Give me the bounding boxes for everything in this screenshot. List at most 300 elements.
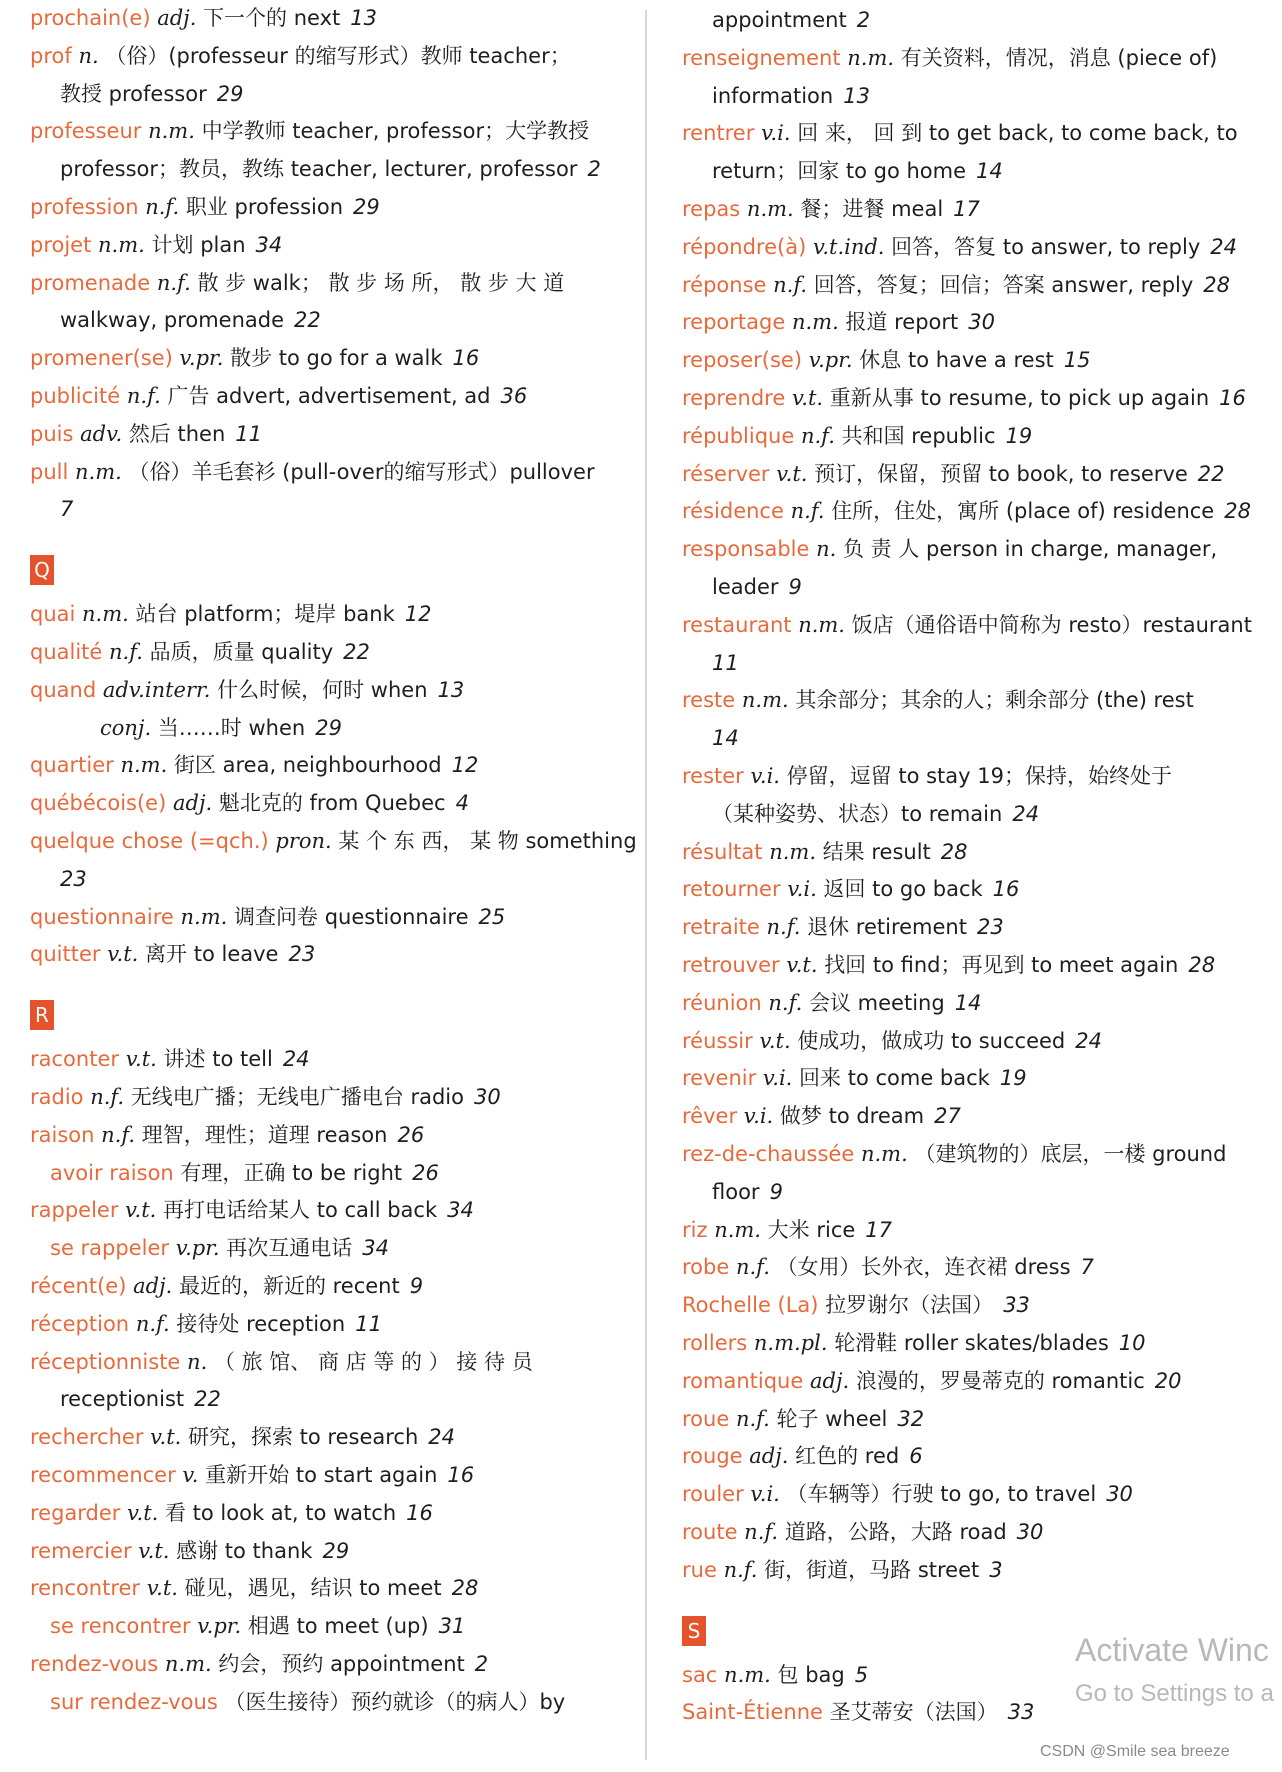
entry-page-number: 9: [409, 1274, 424, 1298]
dictionary-entry: [682, 875, 1019, 903]
entry-headword: reste: [682, 688, 736, 713]
dictionary-entry: [682, 838, 968, 866]
entry-definition: 重新开始 to start again: [205, 1463, 438, 1487]
entry-page-number: 28: [1224, 499, 1251, 524]
entry-definition: 圣艾蒂安（法国）: [829, 1700, 998, 1725]
entry-page-number: 11: [235, 421, 262, 446]
dictionary-entry: [30, 1045, 310, 1073]
entry-part-of-speech: n.f.: [773, 272, 808, 297]
entry-headword: prochain(e): [30, 6, 151, 30]
entry-continuation: [60, 80, 243, 108]
entry-page-number: 28: [451, 1576, 479, 1601]
entry-page-number: 24: [282, 1047, 310, 1072]
entry-continuation: [712, 157, 1003, 185]
entry-definition: 回 来， 回 到 to get back, to come back, to: [797, 121, 1238, 146]
entry-page-number: 34: [447, 1198, 474, 1223]
entry-part-of-speech: n.f.: [90, 1085, 125, 1109]
entry-continuation: [60, 155, 601, 183]
entry-part-of-speech: v.t.: [791, 386, 824, 410]
entry-headword: reprendre: [682, 386, 786, 410]
entry-part-of-speech: n.f.: [135, 1311, 170, 1336]
entry-definition: （女用）长外衣，连衣裙 dress: [776, 1255, 1071, 1280]
dictionary-entry: [30, 420, 262, 448]
entry-headword: rollers: [682, 1331, 748, 1355]
entry-page-number: 16: [452, 346, 480, 371]
entry-page-number: 14: [712, 726, 739, 751]
dictionary-entry: [682, 1661, 868, 1689]
entry-continuation: [60, 495, 73, 523]
entry-page-number: 29: [315, 715, 342, 740]
subentry-definition: 相遇 to meet (up): [247, 1614, 429, 1639]
dictionary-entry: [682, 913, 1004, 941]
entry-headword: quartier: [30, 753, 114, 778]
subentry-part-of-speech: conj.: [100, 715, 152, 740]
dictionary-entry: [682, 1518, 1043, 1546]
entry-headword: répondre(à): [682, 234, 807, 259]
dictionary-subentry: [100, 714, 342, 742]
entry-part-of-speech: n.f.: [766, 915, 801, 940]
dictionary-entry: [682, 271, 1230, 299]
entry-definition: 感谢 to thank: [176, 1538, 313, 1563]
entry-definition: 无线电广播；无线电广播电台 radio: [130, 1085, 464, 1109]
entry-part-of-speech: v.t.: [776, 461, 808, 486]
entry-part-of-speech: n.m.: [847, 45, 895, 70]
entry-page-number: 24: [1012, 801, 1040, 826]
dictionary-entry: [30, 4, 377, 32]
entry-definition: 回答，答复 to answer, to reply: [891, 234, 1201, 259]
dictionary-entry: [682, 119, 1238, 147]
entry-headword: remercier: [30, 1538, 132, 1563]
entry-page-number: 24: [1210, 234, 1237, 259]
entry-part-of-speech: adj.: [809, 1368, 850, 1393]
entry-part-of-speech: adj.: [172, 791, 213, 816]
dictionary-entry: [682, 1329, 1146, 1357]
entry-definition: 最近的，新近的 recent: [178, 1274, 400, 1298]
entry-part-of-speech: n.m.: [860, 1142, 908, 1166]
entry-definition: 负 责 人 person in charge, manager,: [843, 537, 1218, 562]
entry-definition: 约会，预约 appointment: [218, 1652, 465, 1676]
entry-continuation: [712, 82, 870, 110]
entry-continuation: [60, 865, 87, 893]
entry-part-of-speech: n.f.: [101, 1122, 136, 1147]
activation-watermark-subtitle: Go to Settings to a: [1075, 1680, 1274, 1707]
dictionary-entry: [682, 535, 1217, 563]
dictionary-entry: [682, 308, 995, 336]
subentry-definition: 当……时 when: [157, 715, 306, 740]
continuation-text: appointment: [712, 8, 847, 32]
entry-part-of-speech: v.t.: [107, 942, 139, 967]
entry-headword: réserver: [682, 461, 770, 486]
section-letter-s: S: [682, 1616, 706, 1646]
entry-page-number: 13: [843, 83, 870, 108]
entry-definition: （俗）(professeur 的缩写形式）教师 teacher；: [105, 43, 571, 68]
dictionary-entry: [30, 1348, 533, 1376]
entry-page-number: 19: [1005, 423, 1033, 448]
entry-page-number: 13: [350, 6, 377, 30]
entry-definition: 品质，质量 quality: [149, 640, 334, 664]
entry-headword: repas: [682, 197, 741, 221]
continuation-text: leader: [712, 575, 779, 599]
entry-page-number: 30: [474, 1085, 501, 1109]
entry-part-of-speech: v.pr.: [808, 348, 853, 373]
entry-headword: projet: [30, 232, 92, 257]
entry-part-of-speech: v.i.: [787, 877, 817, 902]
dictionary-entry: [682, 1140, 1226, 1168]
entry-part-of-speech: n.m.pl.: [753, 1331, 828, 1355]
entry-part-of-speech: v.: [182, 1463, 199, 1487]
entry-headword: prof: [30, 43, 72, 68]
dictionary-entry: [682, 1027, 1102, 1055]
entry-headword: rencontrer: [30, 1576, 141, 1601]
entry-page-number: 10: [1118, 1331, 1146, 1355]
entry-definition: 饭店（通俗语中简称为 resto）restaurant: [851, 612, 1252, 637]
subentry-part-of-speech: v.pr.: [175, 1236, 220, 1261]
entry-page-number: 34: [362, 1236, 390, 1261]
entry-headword: recommencer: [30, 1463, 176, 1487]
dictionary-entry: [30, 789, 469, 817]
entry-headword: riz: [682, 1217, 708, 1242]
entry-page-number: 27: [934, 1104, 961, 1129]
entry-part-of-speech: v.t.: [125, 1047, 157, 1072]
dictionary-entry: [682, 384, 1246, 412]
entry-part-of-speech: v.i.: [750, 764, 780, 788]
entry-page-number: 30: [1016, 1520, 1044, 1544]
dictionary-entry: [682, 1698, 1034, 1726]
entry-page-number: 26: [412, 1160, 439, 1185]
entry-part-of-speech: n.m.: [75, 459, 122, 484]
subentry-definition: （医生接待）预约就诊（的病人）by: [224, 1689, 566, 1714]
entry-headword: sac: [682, 1662, 718, 1687]
entry-part-of-speech: n.: [816, 537, 837, 562]
entry-headword: québécois(e): [30, 791, 167, 816]
dictionary-entry: [30, 827, 637, 855]
entry-headword: promener(se): [30, 346, 173, 371]
entry-headword: questionnaire: [30, 904, 174, 929]
entry-headword: Rochelle (La): [682, 1293, 819, 1318]
entry-part-of-speech: n.m.: [741, 688, 789, 713]
entry-definition: 返回 to go back: [823, 877, 983, 902]
dictionary-entry: [682, 1556, 1003, 1584]
entry-definition: 中学教师 teacher, professor；大学教授: [201, 119, 590, 144]
entry-headword: récent(e): [30, 1274, 127, 1298]
entry-headword: promenade: [30, 270, 151, 295]
entry-part-of-speech: n.m.: [98, 232, 145, 257]
activation-watermark-title: Activate Winc: [1075, 1632, 1269, 1668]
entry-continuation: [60, 1385, 221, 1413]
entry-part-of-speech: n.f.: [744, 1520, 779, 1544]
dictionary-entry: [682, 1291, 1030, 1319]
entry-page-number: 29: [216, 81, 244, 106]
entry-page-number: 30: [1106, 1482, 1133, 1507]
entry-page-number: 24: [428, 1425, 456, 1450]
entry-part-of-speech: v.t.: [786, 953, 818, 977]
entry-definition: 研究，探索 to research: [188, 1425, 419, 1450]
entry-part-of-speech: adj.: [133, 1274, 173, 1298]
entry-part-of-speech: n.: [78, 43, 99, 68]
entry-page-number: 9: [788, 575, 802, 599]
entry-headword: radio: [30, 1085, 84, 1109]
entry-page-number: 16: [447, 1463, 475, 1487]
continuation-text: receptionist: [60, 1387, 185, 1412]
dictionary-entry: [682, 1480, 1133, 1508]
entry-page-number: 29: [353, 195, 380, 219]
subentry-part-of-speech: v.pr.: [197, 1614, 242, 1639]
entry-page-number: 14: [976, 159, 1003, 184]
dictionary-entry: [30, 1650, 488, 1678]
entry-page-number: 26: [397, 1122, 425, 1147]
subentry-headword: avoir raison: [50, 1160, 174, 1185]
entry-definition: 包 bag: [777, 1662, 845, 1687]
dictionary-entry: [682, 1442, 923, 1470]
entry-part-of-speech: adj.: [749, 1444, 789, 1469]
entry-page-number: 23: [60, 866, 87, 891]
dictionary-entry: [682, 1064, 1027, 1092]
entry-part-of-speech: adj.: [157, 6, 197, 30]
entry-part-of-speech: v.t.: [146, 1576, 178, 1601]
entry-part-of-speech: v.i.: [762, 1066, 793, 1091]
entry-page-number: 5: [854, 1662, 869, 1687]
entry-part-of-speech: n.f.: [790, 499, 825, 524]
entry-page-number: 7: [1080, 1255, 1094, 1280]
entry-headword: restaurant: [682, 612, 792, 637]
entry-definition: 共和国 republic: [841, 423, 996, 448]
dictionary-entry: [30, 600, 432, 628]
dictionary-entry: [30, 751, 478, 779]
dictionary-entry: [682, 346, 1090, 374]
dictionary-entry: [30, 458, 595, 486]
entry-page-number: 22: [343, 640, 370, 664]
entry-headword: reposer(se): [682, 348, 803, 373]
entry-definition: 魁北克的 from Quebec: [218, 791, 446, 816]
entry-definition: 理智，理性；道理 reason: [141, 1122, 388, 1147]
dictionary-subentry: [50, 1234, 389, 1262]
entry-part-of-speech: adv.interr.: [102, 677, 211, 702]
entry-page-number: 29: [322, 1538, 350, 1563]
entry-headword: quelque chose (=qch.): [30, 829, 269, 853]
entry-page-number: 22: [294, 308, 321, 333]
entry-definition: 轮子 wheel: [776, 1406, 888, 1431]
dictionary-entry: [30, 940, 315, 968]
entry-definition: 回答，答复；回信；答案 answer, reply: [813, 272, 1194, 297]
entry-headword: retourner: [682, 877, 781, 902]
entry-definition: 浪漫的，罗曼蒂克的 romantic: [855, 1368, 1145, 1393]
entry-part-of-speech: n.m.: [769, 839, 816, 864]
entry-page-number: 33: [1003, 1293, 1030, 1318]
entry-page-number: 22: [1197, 461, 1225, 486]
entry-definition: 找回 to find；再见到 to meet again: [824, 953, 1179, 977]
entry-definition: 使成功，做成功 to succeed: [797, 1028, 1066, 1053]
entry-page-number: 33: [1007, 1700, 1035, 1725]
entry-page-number: 28: [1203, 272, 1231, 297]
subentry-headword: sur rendez-vous: [50, 1689, 218, 1714]
entry-headword: résidence: [682, 499, 784, 524]
subentry-headword: se rappeler: [50, 1236, 170, 1261]
dictionary-entry: [30, 1310, 382, 1338]
entry-definition: （建筑物的）底层，一楼 ground: [914, 1142, 1227, 1166]
entry-headword: pull: [30, 459, 69, 484]
entry-definition: 停留，逗留 to stay 19；保持，始终处于: [786, 764, 1172, 788]
entry-definition: 拉罗谢尔（法国）: [825, 1293, 994, 1318]
entry-definition: 计划 plan: [151, 232, 246, 257]
dictionary-entry: [682, 1405, 924, 1433]
entry-page-number: 30: [968, 310, 995, 335]
entry-definition: 某 个 东 西， 某 物 something: [338, 829, 637, 853]
entry-headword: rouge: [682, 1444, 743, 1469]
dictionary-entry: [30, 231, 282, 259]
entry-headword: résultat: [682, 839, 763, 864]
entry-page-number: 6: [909, 1444, 923, 1469]
entry-definition: 散 步 walk； 散 步 场 所， 散 步 大 道: [197, 270, 565, 295]
entry-headword: rendez-vous: [30, 1652, 159, 1676]
dictionary-entry: [682, 233, 1237, 261]
dictionary-subentry: [50, 1612, 465, 1640]
entry-headword: rouler: [682, 1482, 744, 1507]
entry-part-of-speech: v.t.: [127, 1500, 159, 1525]
entry-headword: quai: [30, 602, 76, 627]
entry-definition: 有关资料，情况，消息 (piece of): [900, 45, 1218, 70]
continuation-text: walkway, promenade: [60, 308, 285, 333]
entry-headword: rue: [682, 1557, 717, 1582]
entry-page-number: 14: [954, 990, 982, 1015]
dictionary-entry: [30, 1272, 423, 1300]
dictionary-entry: [682, 1253, 1094, 1281]
entry-page-number: 22: [194, 1387, 221, 1412]
dictionary-entry: [682, 686, 1194, 714]
section-letter-q: Q: [30, 555, 54, 585]
dictionary-entry: [682, 611, 1252, 639]
dictionary-entry: [30, 269, 564, 297]
entry-part-of-speech: n.m.: [746, 197, 794, 221]
entry-page-number: 11: [355, 1311, 382, 1336]
continuation-text: （某种姿势、状态）to remain: [712, 801, 1003, 826]
entry-headword: romantique: [682, 1368, 804, 1393]
entry-page-number: 28: [940, 839, 968, 864]
entry-definition: 红色的 red: [795, 1444, 900, 1469]
dictionary-entry: [30, 903, 505, 931]
dictionary-entry: [682, 1102, 961, 1130]
continuation-text: 教授 professor: [60, 81, 207, 106]
entry-page-number: 36: [500, 384, 528, 408]
subentry-headword: se rencontrer: [50, 1614, 191, 1639]
dictionary-entry: [30, 1423, 455, 1451]
entry-page-number: 13: [437, 677, 465, 702]
entry-definition: 休息 to have a rest: [859, 348, 1054, 373]
entry-headword: rester: [682, 764, 744, 788]
entry-page-number: 2: [587, 157, 601, 182]
entry-part-of-speech: n.m.: [791, 310, 839, 335]
entry-page-number: 12: [404, 602, 432, 627]
entry-part-of-speech: n.f.: [735, 1406, 770, 1431]
entry-part-of-speech: v.t.ind.: [812, 234, 885, 259]
entry-continuation: [712, 573, 802, 601]
entry-definition: 会议 meeting: [809, 990, 945, 1015]
continuation-text: floor: [712, 1179, 760, 1204]
entry-headword: réception: [30, 1311, 130, 1336]
dictionary-entry: [682, 1216, 892, 1244]
entry-part-of-speech: adv.: [80, 421, 123, 446]
dictionary-entry: [30, 1121, 424, 1149]
entry-headword: rêver: [682, 1104, 738, 1129]
entry-part-of-speech: n.m.: [148, 119, 195, 144]
entry-definition: （ 旅 馆、 商 店 等 的 ） 接 待 员: [213, 1349, 533, 1374]
entry-continuation: [712, 649, 739, 677]
entry-page-number: 16: [992, 877, 1020, 902]
column-divider: [645, 10, 647, 1760]
entry-part-of-speech: v.i.: [761, 121, 791, 146]
dictionary-entry: [30, 676, 464, 704]
entry-headword: robe: [682, 1255, 730, 1280]
entry-page-number: 12: [451, 753, 479, 778]
entry-headword: raison: [30, 1122, 95, 1147]
entry-part-of-speech: n.f.: [109, 640, 143, 664]
dictionary-entry: [682, 951, 1215, 979]
entry-definition: 再打电话给某人 to call back: [163, 1198, 438, 1223]
entry-definition: 讲述 to tell: [163, 1047, 273, 1072]
entry-part-of-speech: n.m.: [82, 602, 129, 627]
entry-headword: république: [682, 423, 795, 448]
entry-definition: 道路，公路，大路 road: [784, 1520, 1007, 1544]
entry-definition: 大米 rice: [767, 1217, 856, 1242]
entry-headword: roue: [682, 1406, 730, 1431]
entry-page-number: 19: [999, 1066, 1027, 1091]
entry-headword: réceptionniste: [30, 1349, 181, 1374]
entry-page-number: 24: [1075, 1028, 1102, 1053]
source-credit: CSDN @Smile sea breeze: [1040, 1743, 1230, 1760]
entry-headword: renseignement: [682, 45, 841, 70]
entry-page-number: 17: [865, 1217, 893, 1242]
dictionary-entry: [30, 1537, 349, 1565]
entry-definition: 退休 retirement: [807, 915, 967, 940]
entry-definition: 餐；进餐 meal: [800, 197, 944, 221]
entry-page-number: 32: [897, 1406, 925, 1431]
entry-part-of-speech: n.: [187, 1349, 208, 1374]
entry-part-of-speech: n.m.: [724, 1662, 771, 1687]
entry-headword: professeur: [30, 119, 142, 144]
entry-continuation: [712, 1178, 783, 1206]
entry-part-of-speech: n.f.: [768, 990, 803, 1015]
entry-part-of-speech: v.t.: [138, 1538, 170, 1563]
entry-headword: qualité: [30, 640, 103, 664]
entry-definition: 然后 then: [128, 421, 226, 446]
entry-definition: 站台 platform；堤岸 bank: [135, 602, 395, 627]
entry-part-of-speech: v.i.: [743, 1104, 774, 1129]
entry-headword: retraite: [682, 915, 760, 940]
entry-part-of-speech: n.m.: [180, 904, 228, 929]
entry-part-of-speech: n.f.: [735, 1255, 770, 1280]
entry-headword: quand: [30, 677, 97, 702]
entry-headword: réunion: [682, 990, 762, 1015]
subentry-definition: 有理，正确 to be right: [180, 1160, 403, 1185]
entry-definition: 重新从事 to resume, to pick up again: [829, 386, 1210, 410]
entry-part-of-speech: n.f.: [723, 1557, 758, 1582]
continuation-text: professor；教员，教练 teacher, lecturer, professor: [60, 157, 578, 182]
entry-part-of-speech: n.m.: [164, 1652, 212, 1676]
continuation-text: information: [712, 83, 834, 108]
section-letter-r: R: [30, 1000, 54, 1030]
entry-continuation: [60, 306, 321, 334]
entry-part-of-speech: n.m.: [714, 1217, 761, 1242]
continuation-text: return；回家 to go home: [712, 159, 967, 184]
entry-definition: 广告 advert, advertisement, ad: [167, 384, 491, 408]
entry-definition: （车辆等）行驶 to go, to travel: [786, 1482, 1097, 1507]
entry-part-of-speech: v.pr.: [179, 346, 224, 371]
entry-continuation: [712, 6, 870, 34]
entry-part-of-speech: n.m.: [120, 753, 168, 778]
entry-headword: responsable: [682, 537, 810, 562]
dictionary-subentry: [50, 1688, 565, 1716]
entry-headword: retrouver: [682, 953, 780, 977]
entry-headword: réussir: [682, 1028, 753, 1053]
